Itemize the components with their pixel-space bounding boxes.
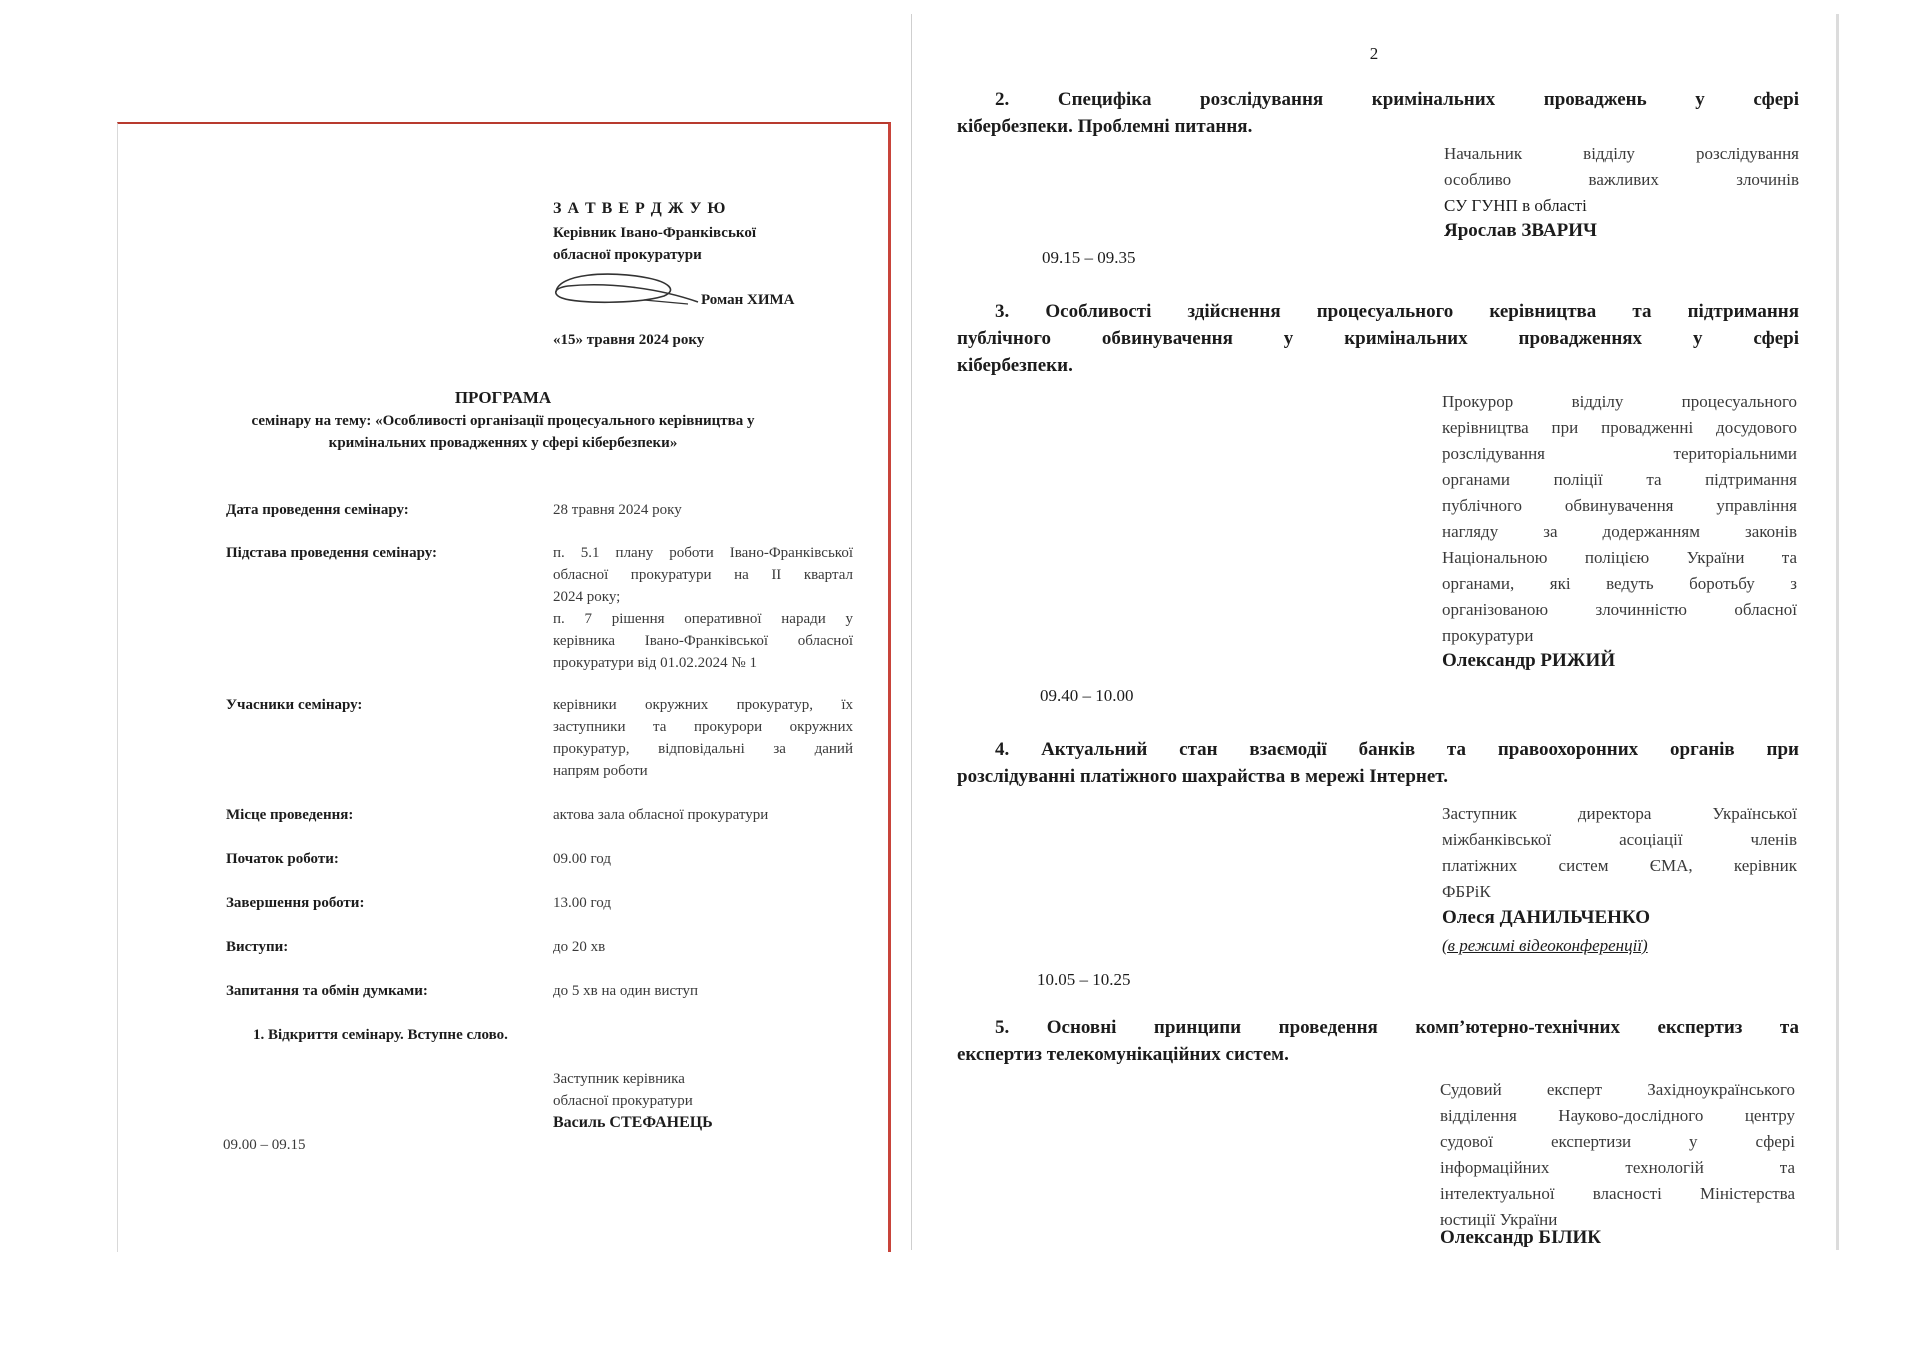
detail-value: до 20 хв — [553, 939, 606, 955]
speaker-position: обласної прокуратури — [553, 1093, 693, 1109]
speaker-name: Олександр РИЖИЙ — [1442, 650, 1616, 671]
speaker-name: Василь СТЕФАНЕЦЬ — [553, 1114, 713, 1131]
speaker-name: Олеся ДАНИЛЬЧЕНКО — [1442, 907, 1650, 928]
item-title: кібербезпеки. — [957, 355, 1073, 376]
speaker-position: розслідування територіальними — [1442, 444, 1797, 463]
detail-value: п. 7 рішення оперативної наради у — [553, 611, 853, 627]
speaker-position: відділення Науково-дослідного центру — [1440, 1106, 1795, 1125]
speaker-position: ФБРіК — [1442, 882, 1491, 901]
approval-line-1: Керівник Івано-Франківської — [553, 225, 756, 241]
detail-value: п. 5.1 плану роботи Івано-Франківської — [553, 545, 853, 561]
detail-value: прокуратур, відповідальні за даний — [553, 741, 853, 757]
item-title: 4. Актуальний стан взаємодії банків та правоохоронних органів при — [995, 739, 1799, 760]
detail-label: Підстава проведення семінару: — [226, 545, 438, 561]
speaker-position: керівництва при провадженні досудового — [1442, 418, 1797, 437]
speaker-position: Начальник відділу розслідування — [1444, 144, 1799, 163]
speaker-position: Національною поліцією України та — [1442, 548, 1797, 567]
speaker-position: організованою злочинністю обласної — [1442, 600, 1797, 619]
detail-label: Місце проведення: — [226, 807, 354, 823]
speaker-name: Олександр БІЛИК — [1440, 1227, 1602, 1248]
speaker-note: (в режимі відеоконференції) — [1442, 936, 1648, 955]
detail-value: 09.00 год — [553, 851, 611, 867]
detail-value: прокуратури від 01.02.2024 № 1 — [553, 655, 757, 671]
detail-value: керівника Івано-Франківської обласної — [553, 633, 853, 649]
item-title: 5. Основні принципи проведення комп’ютерно-технічних експертиз та — [995, 1017, 1799, 1038]
speaker-position: Прокурор відділу процесуального — [1442, 392, 1797, 411]
detail-value: до 5 хв на один виступ — [553, 983, 699, 999]
item-title: 1. Відкриття семінару. Вступне слово. — [253, 1027, 508, 1043]
approval-line-2: обласної прокуратури — [553, 247, 702, 263]
speaker-position: нагляду за додержанням законів — [1442, 522, 1797, 541]
item-title: кібербезпеки. Проблемні питання. — [957, 116, 1253, 137]
document-page-2 — [911, 14, 1839, 1250]
detail-label: Виступи: — [226, 939, 289, 955]
item-time: 10.05 – 10.25 — [1037, 970, 1131, 989]
speaker-position: прокуратури — [1442, 626, 1534, 645]
item-title: експертиз телекомунікаційних систем. — [957, 1044, 1289, 1065]
detail-label: Завершення роботи: — [226, 895, 365, 911]
approval-signer: Роман ХИМА — [701, 292, 795, 308]
item-title: розслідуванні платіжного шахрайства в мережі Інтернет. — [957, 766, 1448, 787]
program-subtitle-2: кримінальних провадженнях у сфері кібербезпеки» — [328, 435, 678, 451]
approval-heading: З А Т В Е Р Д Ж У Ю — [553, 200, 727, 217]
item-title: 2. Специфіка розслідування кримінальних проваджень у сфері — [995, 89, 1799, 110]
speaker-position: міжбанківської асоціації членів — [1442, 830, 1797, 849]
detail-value: 28 травня 2024 року — [553, 502, 682, 518]
speaker-position: органами поліції та підтримання — [1442, 470, 1797, 489]
detail-label: Початок роботи: — [226, 851, 339, 867]
speaker-position: юстиції України — [1440, 1210, 1558, 1229]
detail-value: актова зала обласної прокуратури — [553, 807, 769, 823]
item-time: 09.00 – 09.15 — [223, 1137, 306, 1153]
detail-label: Запитання та обмін думками: — [226, 983, 428, 999]
speaker-name: Ярослав ЗВАРИЧ — [1444, 220, 1597, 241]
page-number: 2 — [1369, 44, 1379, 63]
speaker-position: публічного обвинувачення управління — [1442, 496, 1797, 515]
speaker-position: платіжних систем ЄМА, керівник — [1442, 856, 1797, 875]
approval-date: «15» травня 2024 року — [553, 332, 705, 348]
detail-value: 2024 року; — [553, 589, 621, 605]
speaker-position: Заступник директора Української — [1442, 804, 1797, 823]
speaker-position: судової експертизи у сфері — [1440, 1132, 1795, 1151]
signature-mark — [548, 264, 718, 314]
speaker-position: особливо важливих злочинів — [1444, 170, 1799, 189]
program-subtitle-1: семінару на тему: «Особливості організації процесуального керівництва у — [251, 413, 755, 429]
detail-value: напрям роботи — [553, 763, 648, 779]
detail-label: Учасники семінару: — [226, 697, 363, 713]
detail-label: Дата проведення семінару: — [226, 502, 409, 518]
item-title: публічного обвинувачення у кримінальних провадженнях у сфері — [957, 328, 1799, 349]
speaker-position: інтелектуальної власності Міністерства — [1440, 1184, 1795, 1203]
item-time: 09.15 – 09.35 — [1042, 248, 1136, 267]
detail-value: заступники та прокурори окружних — [553, 719, 853, 735]
speaker-position: Судовий експерт Західноукраїнського — [1440, 1080, 1795, 1099]
program-title: ПРОГРАМА — [454, 388, 552, 407]
item-title: 3. Особливості здійснення процесуального керівництва та підтримання — [995, 301, 1799, 322]
speaker-position: Заступник керівника — [553, 1071, 685, 1087]
speaker-position: органами, які ведуть боротьбу з — [1442, 574, 1797, 593]
detail-value: 13.00 год — [553, 895, 611, 911]
document-page-1 — [117, 122, 891, 1252]
speaker-position: інформаційних технологій та — [1440, 1158, 1795, 1177]
detail-value: керівники окружних прокуратур, їх — [553, 697, 853, 713]
speaker-position: СУ ГУНП в області — [1444, 196, 1587, 215]
item-time: 09.40 – 10.00 — [1040, 686, 1134, 705]
detail-value: обласної прокуратури на II квартал — [553, 567, 853, 583]
